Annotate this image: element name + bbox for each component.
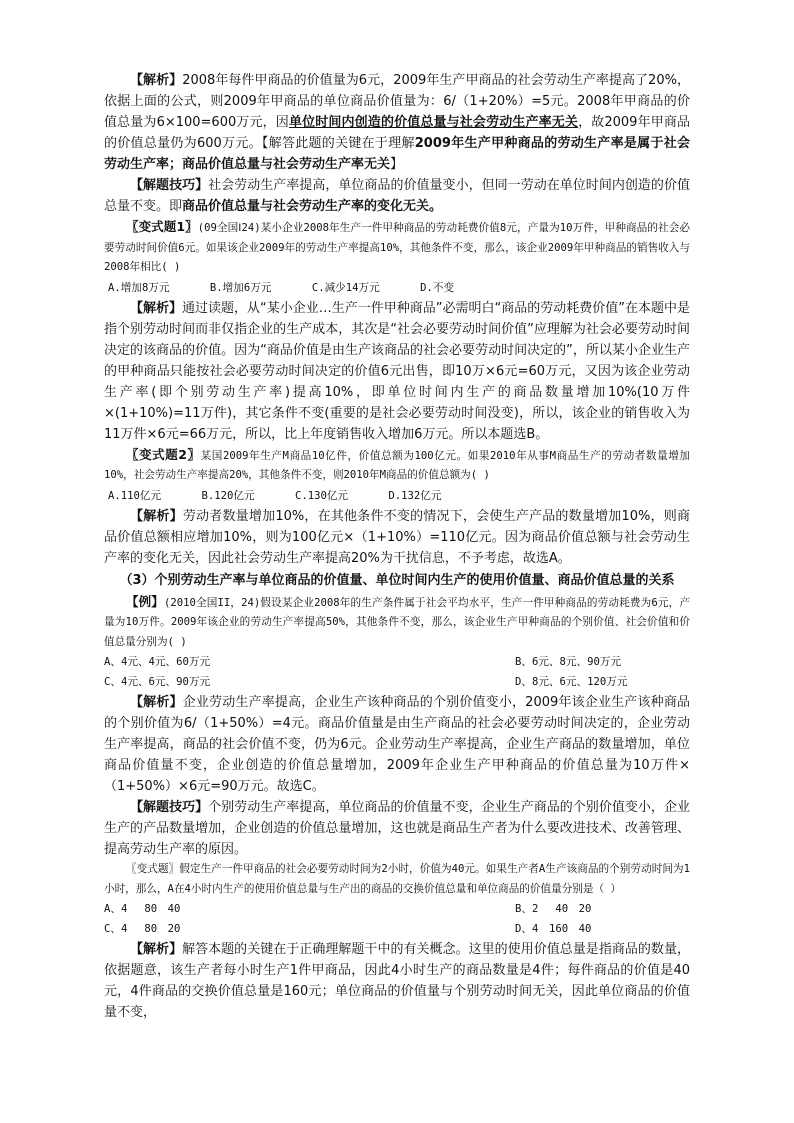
option-b: B.增加6万元 <box>209 281 272 294</box>
body-text: 某国2009年生产M商品10亿件，价值总额为100亿元。如果2010年从事M商品生产的劳动者数量增加10%，社会劳动生产率提高20%，其他条件不变，则2010年M商品的价值总额为( ) <box>104 449 690 481</box>
body-text: 社会劳动生产率提高，单位商品的价值量变小，但同一劳动在单位时间内创造的价值总量不变。即 <box>104 178 690 214</box>
analysis-paragraph-4 <box>104 692 690 797</box>
variant-question-1-options <box>104 278 690 298</box>
body-text: 】 <box>390 157 404 172</box>
bold-text: 【解析】 <box>130 73 183 88</box>
analysis-paragraph-1 <box>104 70 690 175</box>
bold-text: 〖变式题2〗 <box>126 446 201 462</box>
variant-question-3-options <box>104 899 690 939</box>
bold-text: 【解析】 <box>130 942 183 957</box>
bold-text: 【解析】 <box>130 695 183 710</box>
bold-text: 〖变式题1〗 <box>126 219 198 234</box>
option-a: A.110亿元 <box>108 489 162 502</box>
body-text: 通过读题，从“某小企业…生产一件甲种商品”必需明白“商品的劳动耗费价值”在本题中是指个别劳动时间而非仅指企业的生产成本，其次是“社会必要劳动时间价值”应理解为社会必要劳动时间决定的该商品的价值。因为“商品价值是由生产该商品的社会必要劳动时间决定的”，所以某小企业生产的甲种商品只能按社会必要劳动时间决定的价值6元出售，即10万×6元=60万元，又因为该企业劳动生产率(即个别劳动生产率)提高10%，即单位时间内生产的商品数量增加10%(10万件×(1+10%)=11万件)，其它条件不变(重要的是社会必要劳动时间没变)，所以，该企业的销售收入为11万件×6元=66万元，所以，比上年度销售收入增加6万元。所以本题选B。 <box>104 300 690 442</box>
option-d: D.132亿元 <box>388 489 442 502</box>
option-c: C.130亿元 <box>294 489 349 502</box>
example-question-options <box>104 652 690 692</box>
body-text: 〖变式题〗 <box>126 863 180 875</box>
bold-text: 【解析】 <box>130 300 183 316</box>
body-text: 企业劳动生产率提高，企业生产该种商品的个别价值变小，2009年该企业生产该种商品的个别价值为6/（1+50%）=4元。商品价值量是由生产商品的社会必要劳动时间决定的，企业劳动生产率提高，商品的社会价值不变，仍为6元。企业劳动生产率提高，企业生产商品的数量增加，单位商品价值量不变，企业创造的价值总量增加，2009年企业生产甲种商品的价值总量为10万件×（1+50%）×6元=90万元。故选C。 <box>104 695 690 794</box>
option-a: A.增加8万元 <box>108 281 170 294</box>
analysis-paragraph-3 <box>104 506 690 569</box>
bold-text: 【解析】 <box>130 508 183 524</box>
body-text: ，故2009年甲商品的价值总量仍为600万元。【解答此题的关键在于理解 <box>104 115 690 151</box>
option-c: C、4元、6元、90万元 <box>104 676 211 688</box>
option-c: C、4 80 20 <box>104 923 181 935</box>
bold-text: 【例】 <box>126 593 164 609</box>
bold-text: 单位时间内创造的价值总量与社会劳动生产率无关 <box>288 115 579 130</box>
body-text: 2008年每件甲商品的价值量为6元，2009年生产甲商品的社会劳动生产率提高了20%，依据上面的公式，则2009年甲商品的单位商品价值量为：6/（1+20%）=5元。2008年甲商品的价值总量为6×100=600万元，因 <box>104 73 690 130</box>
body-text: 假定生产一件甲商品的社会必要劳动时间为2小时，价值为40元。如果生产者A生产该商品的个别劳动时间为1小时，那么，A在4小时内生产的使用价值总量与生产出的商品的交换价值总量和单位商品的价值量分别是（ ） <box>104 863 691 895</box>
bold-text: 【解题技巧】 <box>130 800 209 815</box>
option-c: C.减少14万元 <box>311 281 380 294</box>
section-heading: （3）个别劳动生产率与单位商品的价值量、单位时间内生产的使用价值量、商品价值总量的关系 <box>119 572 675 588</box>
body-text: (2010全国II，24)假设某企业2008年的生产条件属于社会平均水平，生产一件甲种商品的劳动耗费为6元，产量为10万件。2009年该企业的劳动生产率提高50%，其他条件不变，那么，该企业生产甲种商品的个别价值、社会价值和价值总量分别为( ) <box>104 596 690 648</box>
body-text: (09全国Ⅰ24)某小企业2008年生产一件甲种商品的劳动耗费价值8元，产量为10万件，甲种商品的社会必要劳动时间价值6元。如果该企业2009年的劳动生产率提高10%，其他条件不变，那么，该企业2009年甲种商品的销售收入与2008年相比( ) <box>104 222 690 273</box>
body-text: 解答本题的关键在于正确理解题干中的有关概念。这里的使用价值总量是指商品的数量，依据题意，该生产者每小时生产1件甲商品，因此4小时生产的商品数量是4件；每件商品的价值是40元，4件商品的交换价值总量是160元；单位商品的价值量与个别劳动时间无关，因此单位商品的价值量不变， <box>104 942 690 1020</box>
bold-text: 2009年生产甲种商品的劳动生产率是属于社会劳动生产率；商品价值总量与社会劳动生产率无关 <box>104 136 690 172</box>
variant-question-3 <box>104 860 690 899</box>
variant-question-2-options <box>104 486 690 506</box>
analysis-paragraph-5 <box>104 939 690 1023</box>
body-text: 劳动者数量增加10%，在其他条件不变的情况下，会使生产产品的数量增加10%，则商品价值总额相应增加10%，则为100亿元×（1+10%）=110亿元。因为商品价值总额与社会劳动生产率的变化无关，因此社会劳动生产率提高20%为干扰信息，不予考虑，故选A。 <box>104 508 690 566</box>
technique-paragraph-1 <box>104 175 690 217</box>
option-b: B、6元、8元、90万元 <box>515 656 622 668</box>
bold-text: 商品价值总量与社会劳动生产率的变化无关。 <box>182 199 443 214</box>
option-d: D、8元、6元、120万元 <box>515 676 628 688</box>
body-text: 个别劳动生产率提高，单位商品的价值量不变，企业生产商品的个别价值变小，企业生产的产品数量增加，企业创造的价值总量增加，这也就是商品生产者为什么要改进技术、改善管理、提高劳动生产率的原因。 <box>104 800 690 857</box>
technique-paragraph-2 <box>104 797 690 860</box>
option-b: B、2 40 20 <box>515 903 592 915</box>
option-b: B.120亿元 <box>201 489 255 502</box>
bold-text: 【解题技巧】 <box>130 178 209 193</box>
variant-question-1 <box>104 217 690 278</box>
option-d: D、4 160 40 <box>515 923 592 935</box>
option-d: D.不变 <box>420 281 455 294</box>
example-question <box>104 592 690 653</box>
option-a: A、4元、4元、60万元 <box>104 656 211 668</box>
variant-question-2 <box>104 445 690 486</box>
option-a: A、4 80 40 <box>104 903 181 915</box>
analysis-paragraph-2 <box>104 298 690 445</box>
